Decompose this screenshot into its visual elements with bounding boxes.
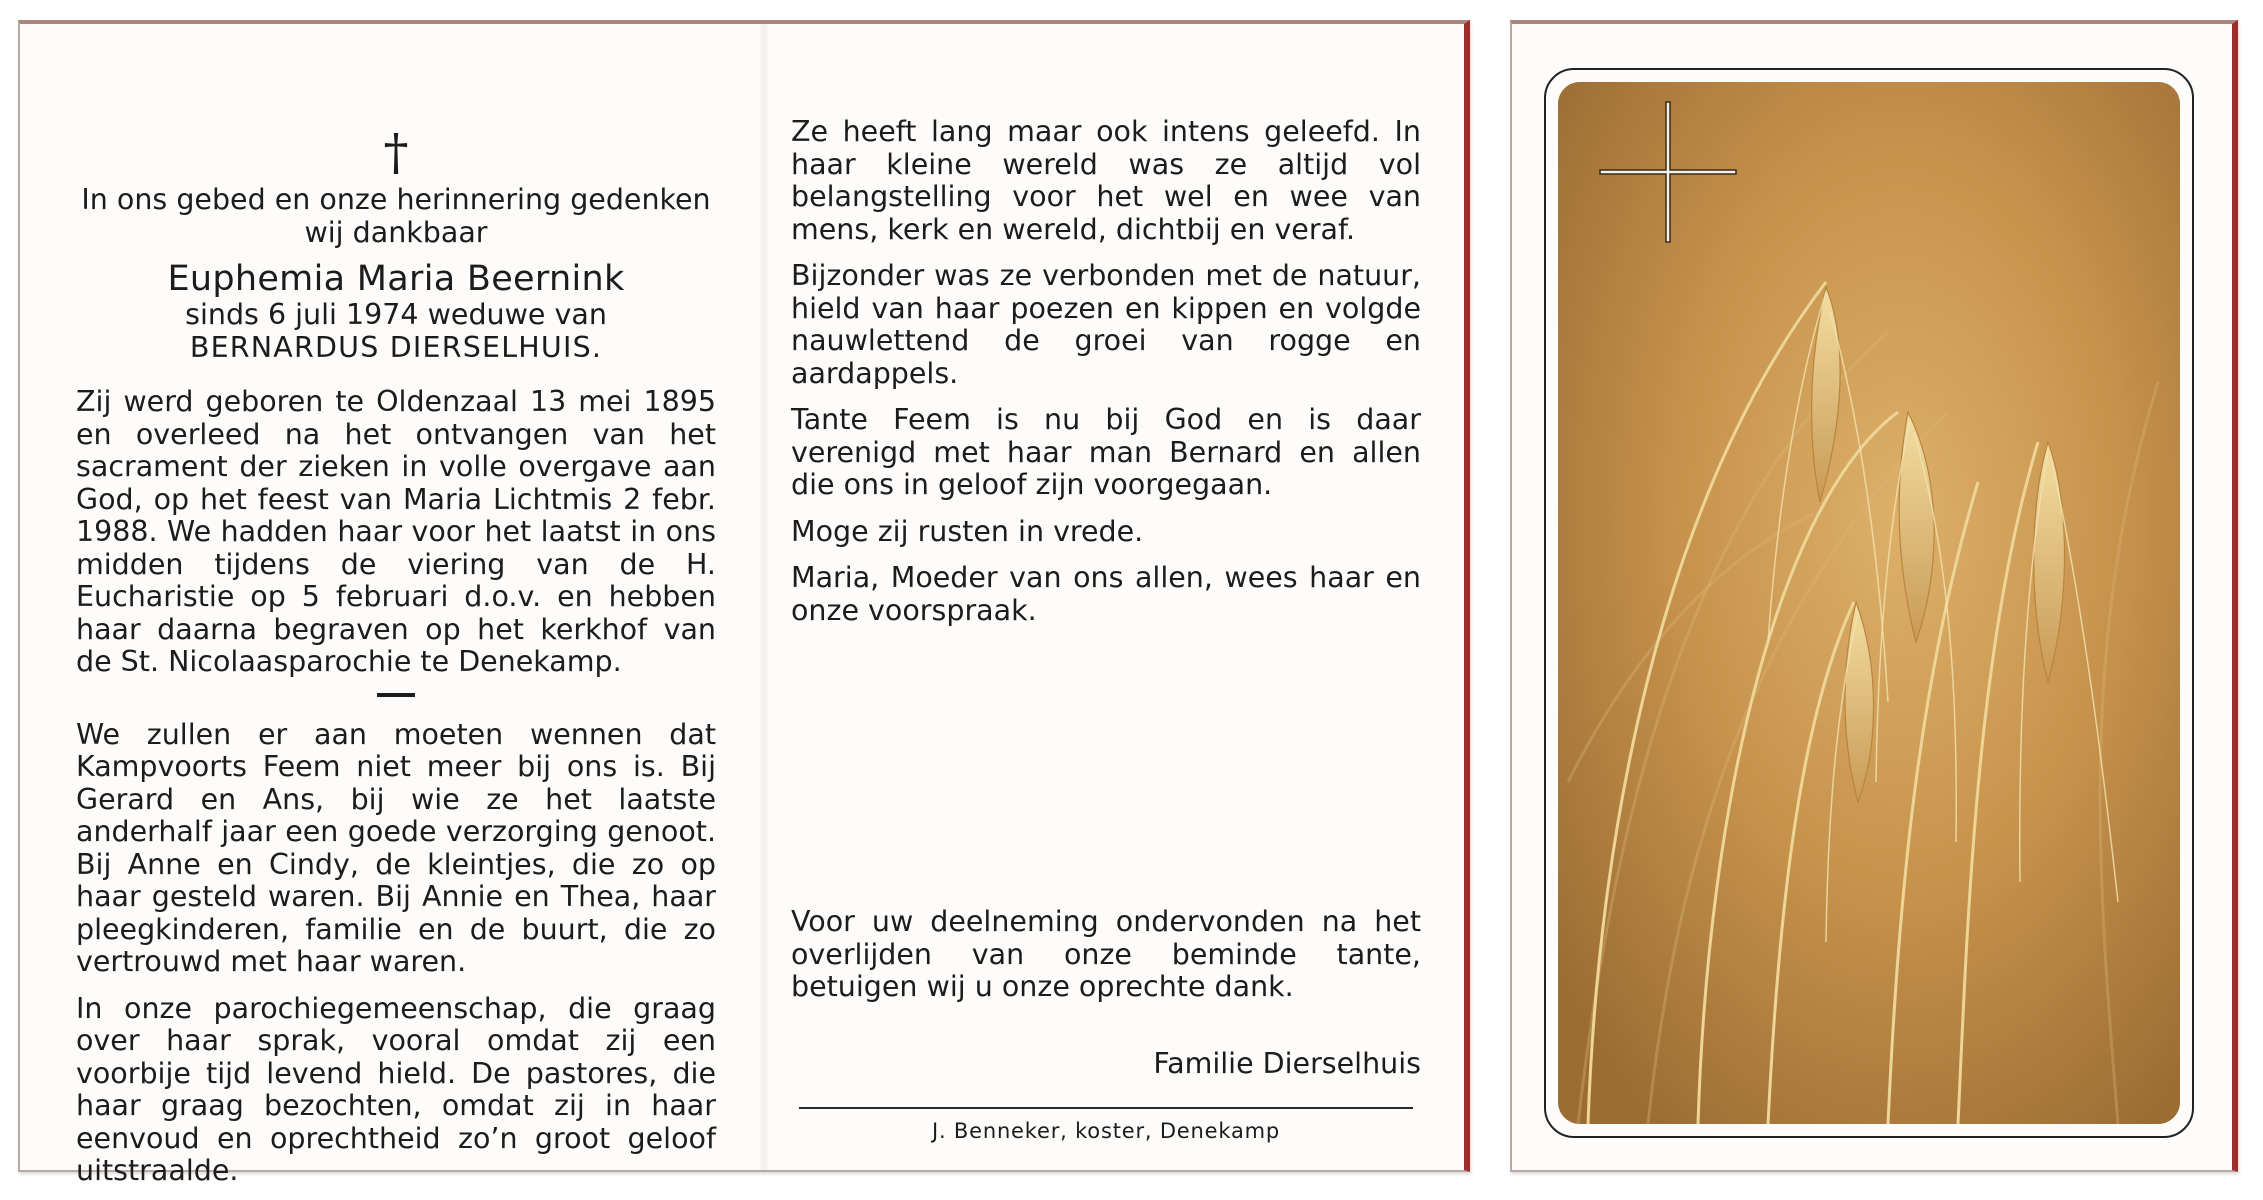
printer-credit: J. Benneker, koster, Denekamp — [931, 1119, 1281, 1143]
text-card — [18, 20, 1470, 1187]
signature: Familie Dierselhuis — [1153, 1047, 1421, 1080]
parish-paragraph: In onze parochiegemeenschap, die graag over haar sprak, vooral omdat zij een voorbije tijd levend hield. De pastores, die haar graag bezochten, omdat zij in haar eenvoud en oprechtheid zo’n groot geloof uitstraalde. — [76, 991, 716, 1187]
widow-line: sinds 6 juli 1974 weduwe van — [185, 298, 607, 331]
prayer-rest: Moge zij rusten in vrede. — [791, 514, 1144, 548]
photo-background — [1558, 82, 2180, 1124]
biography-paragraph: Zij werd geboren te Oldenzaal 13 mei 1895 en overleed na het ontvangen van het sacrament der zieken in volle overgave aan God, op het feest van Maria Lichtmis 2 febr. 1988. We hadden haar voor het laatst in ons midden tijdens de viering van de H. Eucharistie op 5 februari d.o.v. en hebben haar daarna begraven op het kerkhof van de St. Nicolaasparochie te Denekamp. — [76, 385, 716, 678]
god-paragraph: Tante Feem is nu bij God en is daar verenigd met haar man Bernard en allen die ons in geloof zijn voorgegaan. — [791, 403, 1421, 501]
wheat-photo — [1558, 82, 2180, 1124]
intro-line-1: In ons gebed en onze herinnering gedenken — [81, 183, 711, 216]
wheat-illustration — [1558, 82, 2180, 1124]
family-paragraph: We zullen er aan moeten wennen dat Kampvoorts Feem niet meer bij ons is. Bij Gerard en Ans, bij wie ze het laatste anderhalf jaar een goede verzorging genoot. Bij Anne en Cindy, de kleintjes, die zo op haar gesteld waren. Bij Annie en Thea, haar pleegkinderen, familie en de buurt, die zo vertrouwd met haar waren. — [76, 717, 716, 978]
fold-line — [760, 24, 768, 1170]
image-card — [1510, 20, 2238, 1172]
cross-symbol: † — [383, 123, 409, 181]
printer-rule — [799, 1107, 1413, 1109]
deceased-name: Euphemia Maria Beernink — [167, 259, 625, 299]
prayer-mary: Maria, Moeder van ons allen, wees haar en onze voorspraak. — [791, 561, 1421, 627]
right-column — [791, 116, 1421, 627]
thanks-paragraph: Voor uw deelneming ondervonden na het overlijden van onze beminde tante, betuigen wij u onze oprechte dank. — [791, 905, 1421, 1003]
husband-name: BERNARDUS DIERSELHUIS. — [189, 330, 603, 364]
nature-paragraph: Bijzonder was ze verbonden met de natuur, hield van haar poezen en kippen en volgde nauwlettend de groei van rogge en aardappels. — [791, 259, 1421, 390]
left-column — [76, 124, 716, 1188]
section-divider — [377, 693, 415, 697]
intro-line-2: wij dankbaar — [304, 215, 488, 249]
life-paragraph: Ze heeft lang maar ook intens geleefd. In haar kleine wereld was ze altijd vol belangstelling voor het wel en wee van mens, kerk en wereld, dichtbij en veraf. — [791, 115, 1421, 246]
